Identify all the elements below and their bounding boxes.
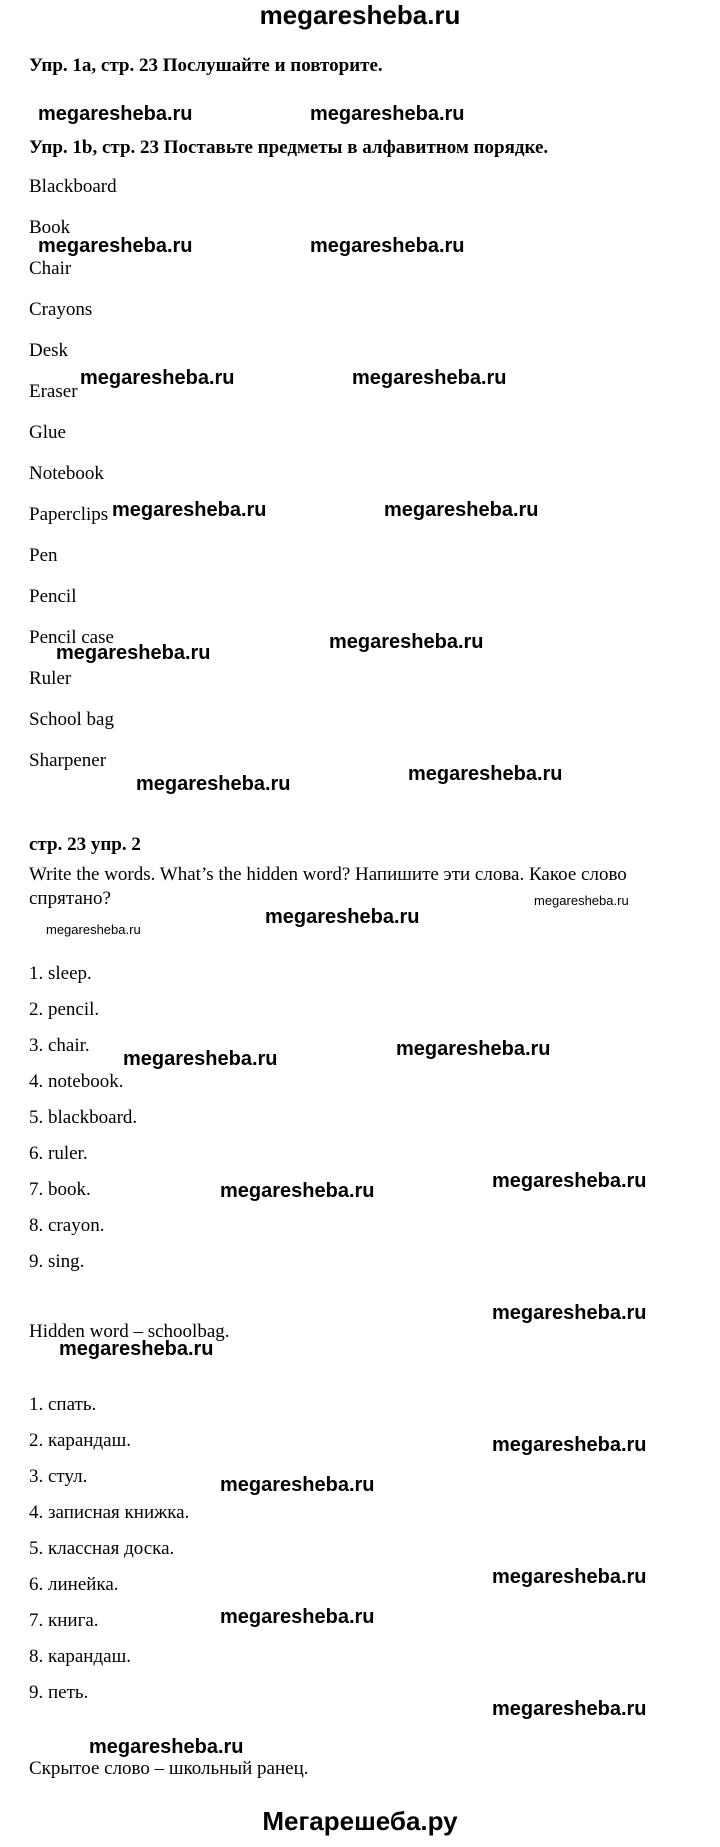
watermark: megaresheba.ru	[534, 893, 629, 908]
alphabet-item: Ruler	[29, 668, 72, 689]
watermark: megaresheba.ru	[38, 235, 193, 257]
exercise-1a-heading: Упр. 1а, стр. 23 Послушайте и повторите.	[29, 55, 383, 76]
answer-en-line: 7. book.	[29, 1179, 91, 1200]
watermark: megaresheba.ru	[220, 1474, 375, 1496]
alphabet-item: Sharpener	[29, 750, 107, 771]
site-footer: Мегарешеба.ру	[262, 1806, 458, 1836]
watermark: megaresheba.ru	[80, 367, 235, 389]
exercise-2-instruction: Write the words. What’s the hidden word? Напишите эти слова. Какое слово спрятано?	[29, 864, 627, 909]
answer-en-line: 1. sleep.	[29, 963, 92, 984]
hidden-word-en: Hidden word – schoolbag.	[29, 1321, 230, 1342]
watermark: megaresheba.ru	[329, 631, 484, 653]
answer-en-line: 6. ruler.	[29, 1143, 88, 1164]
watermark: megaresheba.ru	[492, 1170, 647, 1192]
answer-en-line: 8. crayon.	[29, 1215, 105, 1236]
watermark: megaresheba.ru	[89, 1736, 244, 1758]
answer-en-line: 2. pencil.	[29, 999, 100, 1020]
answer-en-line: 5. blackboard.	[29, 1107, 138, 1128]
watermark: megaresheba.ru	[352, 367, 507, 389]
answer-ru-line: 6. линейка.	[29, 1574, 119, 1595]
watermark: megaresheba.ru	[46, 922, 141, 937]
watermark: megaresheba.ru	[396, 1038, 551, 1060]
watermark: megaresheba.ru	[136, 773, 291, 795]
alphabet-item: Pencil	[29, 586, 77, 607]
alphabet-item: Desk	[29, 340, 69, 361]
alphabet-item: School bag	[29, 709, 114, 730]
watermark: megaresheba.ru	[220, 1606, 375, 1628]
alphabet-item: Chair	[29, 258, 72, 279]
watermark: megaresheba.ru	[492, 1566, 647, 1588]
alphabet-item: Pen	[29, 545, 58, 566]
watermark: megaresheba.ru	[123, 1048, 278, 1070]
answer-ru-line: 3. стул.	[29, 1466, 88, 1487]
answer-ru-line: 9. петь.	[29, 1682, 89, 1703]
watermark: megaresheba.ru	[492, 1698, 647, 1720]
watermark: megaresheba.ru	[310, 235, 465, 257]
alphabet-item: Glue	[29, 422, 66, 443]
answer-ru-line: 5. классная доска.	[29, 1538, 175, 1559]
alphabet-item: Paperclips	[29, 504, 109, 525]
site-header: megaresheba.ru	[259, 0, 461, 30]
alphabet-item: Blackboard	[29, 176, 117, 197]
answer-en-line: 3. chair.	[29, 1035, 90, 1056]
answer-ru-line: 8. карандаш.	[29, 1646, 131, 1667]
watermark: megaresheba.ru	[56, 642, 211, 664]
watermark: megaresheba.ru	[112, 499, 267, 521]
watermark: megaresheba.ru	[38, 103, 193, 125]
watermark: megaresheba.ru	[265, 906, 420, 928]
watermark: megaresheba.ru	[492, 1434, 647, 1456]
answer-en-line: 9. sing.	[29, 1251, 85, 1272]
answer-ru-line: 2. карандаш.	[29, 1430, 131, 1451]
watermark: megaresheba.ru	[492, 1302, 647, 1324]
exercise-2-heading: стр. 23 упр. 2	[29, 834, 141, 855]
answer-en-line: 4. notebook.	[29, 1071, 124, 1092]
alphabet-item: Book	[29, 217, 71, 238]
watermark: megaresheba.ru	[220, 1180, 375, 1202]
alphabet-item: Notebook	[29, 463, 104, 484]
watermark: megaresheba.ru	[59, 1338, 214, 1360]
hidden-word-ru: Скрытое слово – школьный ранец.	[29, 1758, 309, 1779]
alphabet-item: Crayons	[29, 299, 93, 320]
answer-ru-line: 7. книга.	[29, 1610, 99, 1631]
alphabet-item: Pencil case	[29, 627, 114, 648]
answer-ru-line: 4. записная книжка.	[29, 1502, 190, 1523]
watermark: megaresheba.ru	[384, 499, 539, 521]
watermark: megaresheba.ru	[408, 763, 563, 785]
exercise-1b-heading: Упр. 1b, стр. 23 Поставьте предметы в алфавитном порядке.	[29, 137, 549, 158]
alphabet-item: Eraser	[29, 381, 78, 402]
answer-ru-line: 1. спать.	[29, 1394, 97, 1415]
watermark: megaresheba.ru	[310, 103, 465, 125]
